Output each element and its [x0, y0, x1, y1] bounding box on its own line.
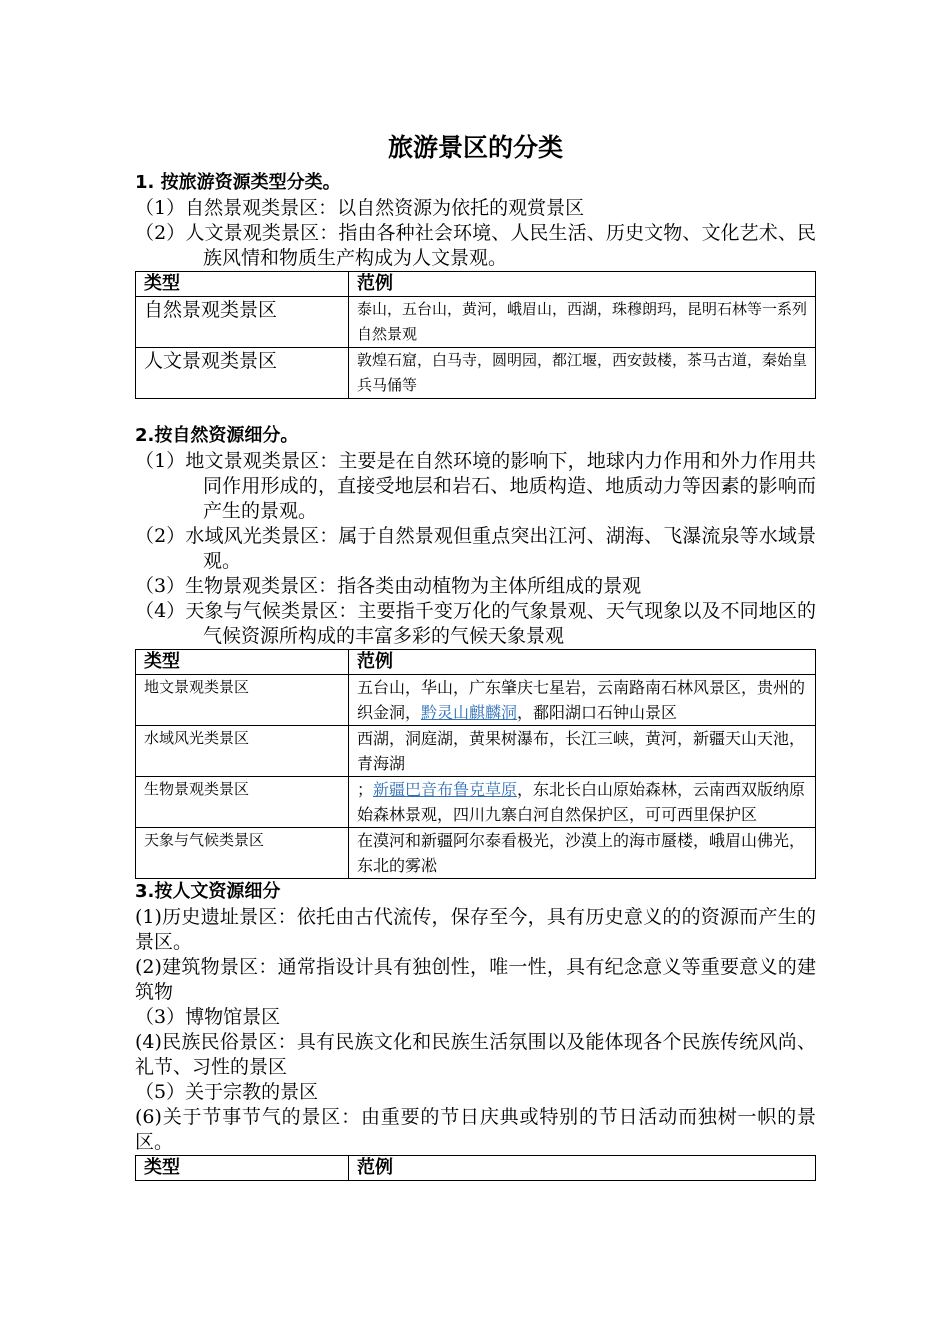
- page-title: 旅游景区的分类: [387, 133, 563, 162]
- section-2-item: （4）天象与气候类景区：主要指千变万化的气象景观、天气现象以及不同地区的气候资源所构成的丰富多彩的气候天象景观: [135, 600, 816, 647]
- table-header-row: [136, 650, 816, 675]
- header-example: 范例: [349, 1156, 816, 1181]
- table-row: [136, 348, 816, 399]
- table-row: [136, 675, 816, 726]
- table-header-row: [136, 1156, 816, 1181]
- cell-type: 自然景观类景区: [136, 297, 349, 348]
- table-row: [136, 777, 816, 828]
- document-body: [135, 126, 816, 1181]
- header-example: 范例: [349, 272, 816, 297]
- section-3-item: (1)历史遗址景区：依托由古代流传，保存至今，具有历史意义的的资源而产生的景区。: [135, 906, 816, 953]
- table-row: [136, 297, 816, 348]
- section-1-heading: 1. 按旅游资源类型分类。: [135, 172, 341, 193]
- example-text: ，东北长白山原始森林，云南西双版纳原始森林景观，四川九寨白河自然保护区，可可西里保护区: [357, 780, 806, 824]
- table-row: [136, 726, 816, 777]
- header-type: 类型: [136, 650, 349, 675]
- place-link[interactable]: 黔灵山麒麟洞: [421, 703, 518, 722]
- cell-example: 敦煌石窟，白马寺，圆明园，都江堰，西安鼓楼，茶马古道，秦始皇兵马俑等: [349, 348, 816, 399]
- cell-example: [349, 828, 816, 879]
- cell-type: 人文景观类景区: [136, 348, 349, 399]
- section-2-item: （3）生物景观类景区：指各类由动植物为主体所组成的景观: [135, 575, 642, 597]
- table-header-row: [136, 272, 816, 297]
- cell-example: 泰山，五台山，黄河，峨眉山，西湖，珠穆朗玛，昆明石林等一系列自然景观: [349, 297, 816, 348]
- section-2-item: （1）地文景观类景区：主要是在自然环境的影响下，地球内力作用和外力作用共同作用形成的，直接受地层和岩石、地质构造、地质动力等因素的影响而产生的景观。: [135, 450, 816, 522]
- section-3-item: (6)关于节事节气的景区：由重要的节日庆典或特别的节日活动而独树一帜的景区。: [135, 1106, 816, 1153]
- section-3-table: [135, 1155, 816, 1181]
- cell-type: 水域风光类景区: [136, 726, 349, 777]
- section-1-table: [135, 271, 816, 399]
- place-link[interactable]: 新疆巴音布鲁克草原: [373, 780, 518, 799]
- example-text: 在漠河和新疆阿尔泰看极光，沙漠上的海市蜃楼，峨眉山佛光，东北的雾凇: [357, 831, 806, 875]
- section-3-item: （3）博物馆景区: [135, 1006, 281, 1028]
- section-2-heading: 2.按自然资源细分。: [135, 425, 299, 446]
- section-3-item: （5）关于宗教的景区: [135, 1081, 319, 1103]
- section-3-item: (4)民族民俗景区：具有民族文化和民族生活氛围以及能体现各个民族传统风尚、礼节、习性的景区: [135, 1031, 816, 1078]
- cell-example: [349, 675, 816, 726]
- spacer: [135, 399, 816, 423]
- section-3-item: (2)建筑物景区：通常指设计具有独创性，唯一性，具有纪念意义等重要意义的建筑物: [135, 956, 816, 1003]
- section-2-item: （2）水域风光类景区：属于自然景观但重点突出江河、湖海、飞瀑流泉等水域景观。: [135, 525, 816, 572]
- section-2-table: [135, 649, 816, 879]
- section-1-item: （2）人文景观类景区：指由各种社会环境、人民生活、历史文物、文化艺术、民族风情和物质生产构成为人文景观。: [135, 222, 816, 269]
- cell-type: 地文景观类景区: [136, 675, 349, 726]
- header-type: 类型: [136, 1156, 349, 1181]
- example-text: ；: [357, 780, 374, 799]
- example-text: 五台山，华山，广东肇庆七星岩，云南路南石林风景区，贵州的织金洞，: [357, 678, 806, 722]
- header-example: 范例: [349, 650, 816, 675]
- example-text: ，鄱阳湖口石钟山景区: [517, 703, 678, 722]
- section-1-item: （1）自然景观类景区：以自然资源为依托的观赏景区: [135, 197, 585, 219]
- header-type: 类型: [136, 272, 349, 297]
- cell-type: 天象与气候类景区: [136, 828, 349, 879]
- cell-example: [349, 726, 816, 777]
- table-row: [136, 828, 816, 879]
- cell-example: [349, 777, 816, 828]
- cell-type: 生物景观类景区: [136, 777, 349, 828]
- example-text: 西湖，洞庭湖，黄果树瀑布，长江三峡，黄河，新疆天山天池，青海湖: [357, 729, 806, 773]
- section-3-heading: 3.按人文资源细分: [135, 881, 281, 902]
